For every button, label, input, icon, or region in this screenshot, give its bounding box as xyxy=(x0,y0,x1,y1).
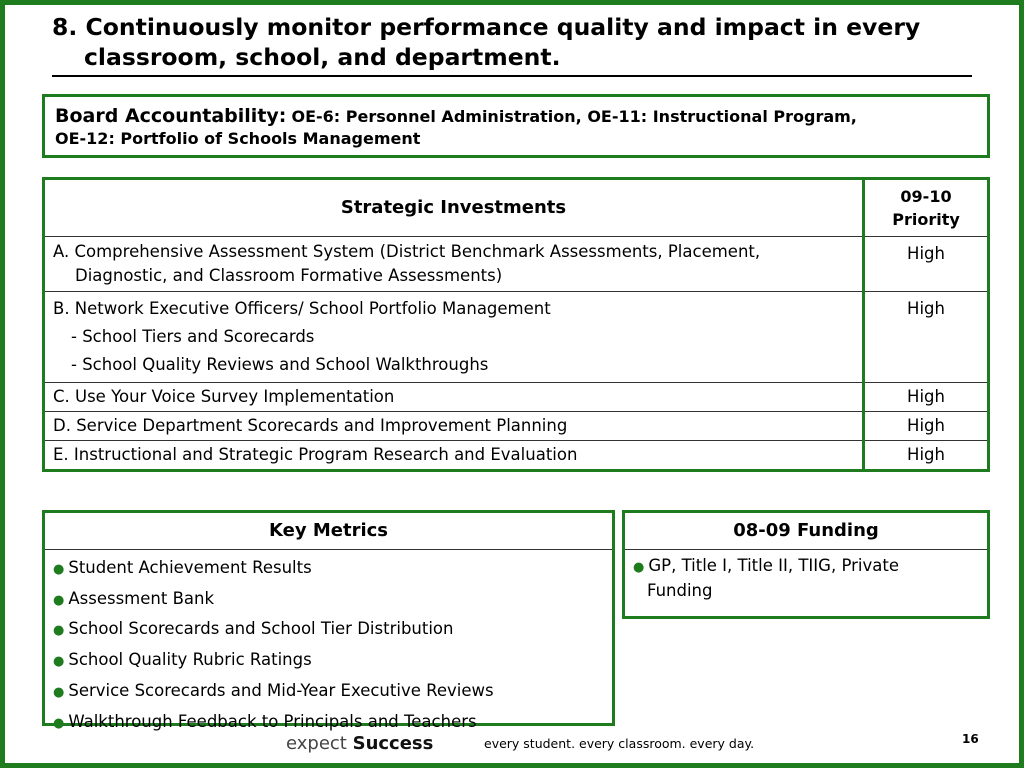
investment-b-line-1: B. Network Executive Officers/ School Portfolio Management xyxy=(53,299,551,318)
metric-text: Student Achievement Results xyxy=(68,558,312,577)
bullet-icon: ● xyxy=(53,592,65,608)
priority-cell: High xyxy=(864,441,989,471)
metric-text: School Quality Rubric Ratings xyxy=(68,650,312,670)
bullet-icon: ● xyxy=(53,562,65,577)
page-number: 16 xyxy=(962,732,979,746)
title-line-1: 8. Continuously monitor performance quality and impact in every xyxy=(52,13,921,41)
list-item xyxy=(53,677,604,708)
metric-text: Service Scorecards and Mid-Year Executive Reviews xyxy=(68,680,494,700)
slide-title xyxy=(52,12,984,72)
priority-header xyxy=(864,179,989,237)
list-item xyxy=(53,615,604,646)
table-header-row xyxy=(44,179,989,237)
table-row xyxy=(44,292,989,383)
bullet-icon: ● xyxy=(633,560,645,575)
bullet-icon: ● xyxy=(53,654,65,670)
priority-cell: High xyxy=(864,383,989,412)
bullet-icon: ● xyxy=(53,715,65,731)
key-metrics-list xyxy=(45,550,612,738)
investment-item-c: C. Use Your Voice Survey Implementation xyxy=(44,383,864,412)
metric-text: School Scorecards and School Tier Distribution xyxy=(68,619,454,639)
list-item xyxy=(53,554,604,585)
funding-box xyxy=(622,510,990,619)
title-underline xyxy=(52,75,972,77)
table-row xyxy=(44,412,989,441)
key-metrics-box xyxy=(42,510,615,731)
list-item xyxy=(53,585,604,616)
investment-item-e: E. Instructional and Strategic Program Research and Evaluation xyxy=(44,441,864,471)
investment-a-line-1: A. Comprehensive Assessment System (District Benchmark Assessments, Placement, xyxy=(53,242,761,261)
investment-b-sub-2: - School Quality Reviews and School Walkthroughs xyxy=(71,355,489,374)
table-row xyxy=(44,237,989,292)
strategic-investments-table xyxy=(42,177,990,472)
metric-text: Walkthrough Feedback to Principals and Teachers xyxy=(68,711,477,731)
board-accountability-label: Board Accountability: xyxy=(55,105,287,127)
metric-text: Assessment Bank xyxy=(68,588,215,608)
logo-word-expect: expect xyxy=(286,733,347,754)
investment-item-a xyxy=(44,237,864,292)
funding-line-2: Funding xyxy=(647,581,713,600)
priority-cell: High xyxy=(864,292,989,383)
title-line-2: classroom, school, and department. xyxy=(84,43,561,71)
logo-word-success: Success xyxy=(352,733,434,754)
investment-item-d: D. Service Department Scorecards and Improvement Planning xyxy=(44,412,864,441)
funding-line-1: GP, Title I, Title II, TIIG, Private xyxy=(648,556,899,575)
table-row xyxy=(44,383,989,412)
list-item xyxy=(53,646,604,677)
bullet-icon: ● xyxy=(53,623,65,639)
investment-item-b xyxy=(44,292,864,383)
strategic-investments-header: Strategic Investments xyxy=(44,179,864,237)
funding-list xyxy=(625,550,987,602)
investment-b-sub-1: - School Tiers and Scorecards xyxy=(71,327,315,346)
priority-header-line-1: 09-10 xyxy=(900,187,952,206)
bullet-icon: ● xyxy=(53,684,65,700)
table-row xyxy=(44,441,989,471)
key-metrics-title: Key Metrics xyxy=(45,513,612,550)
board-accountability-text-1: OE-6: Personnel Administration, OE-11: Instructional Program, xyxy=(291,107,857,126)
list-item xyxy=(633,554,979,602)
board-accountability-box xyxy=(42,94,990,158)
priority-cell: High xyxy=(864,412,989,441)
expect-success-logo xyxy=(286,733,433,754)
funding-title: 08-09 Funding xyxy=(625,513,987,550)
footer-tagline: every student. every classroom. every day. xyxy=(484,736,755,751)
investment-a-line-2: Diagnostic, and Classroom Formative Assessments) xyxy=(75,266,503,285)
priority-cell: High xyxy=(864,237,989,292)
priority-header-line-2: Priority xyxy=(892,210,960,229)
board-accountability-text-2: OE-12: Portfolio of Schools Management xyxy=(55,129,421,148)
